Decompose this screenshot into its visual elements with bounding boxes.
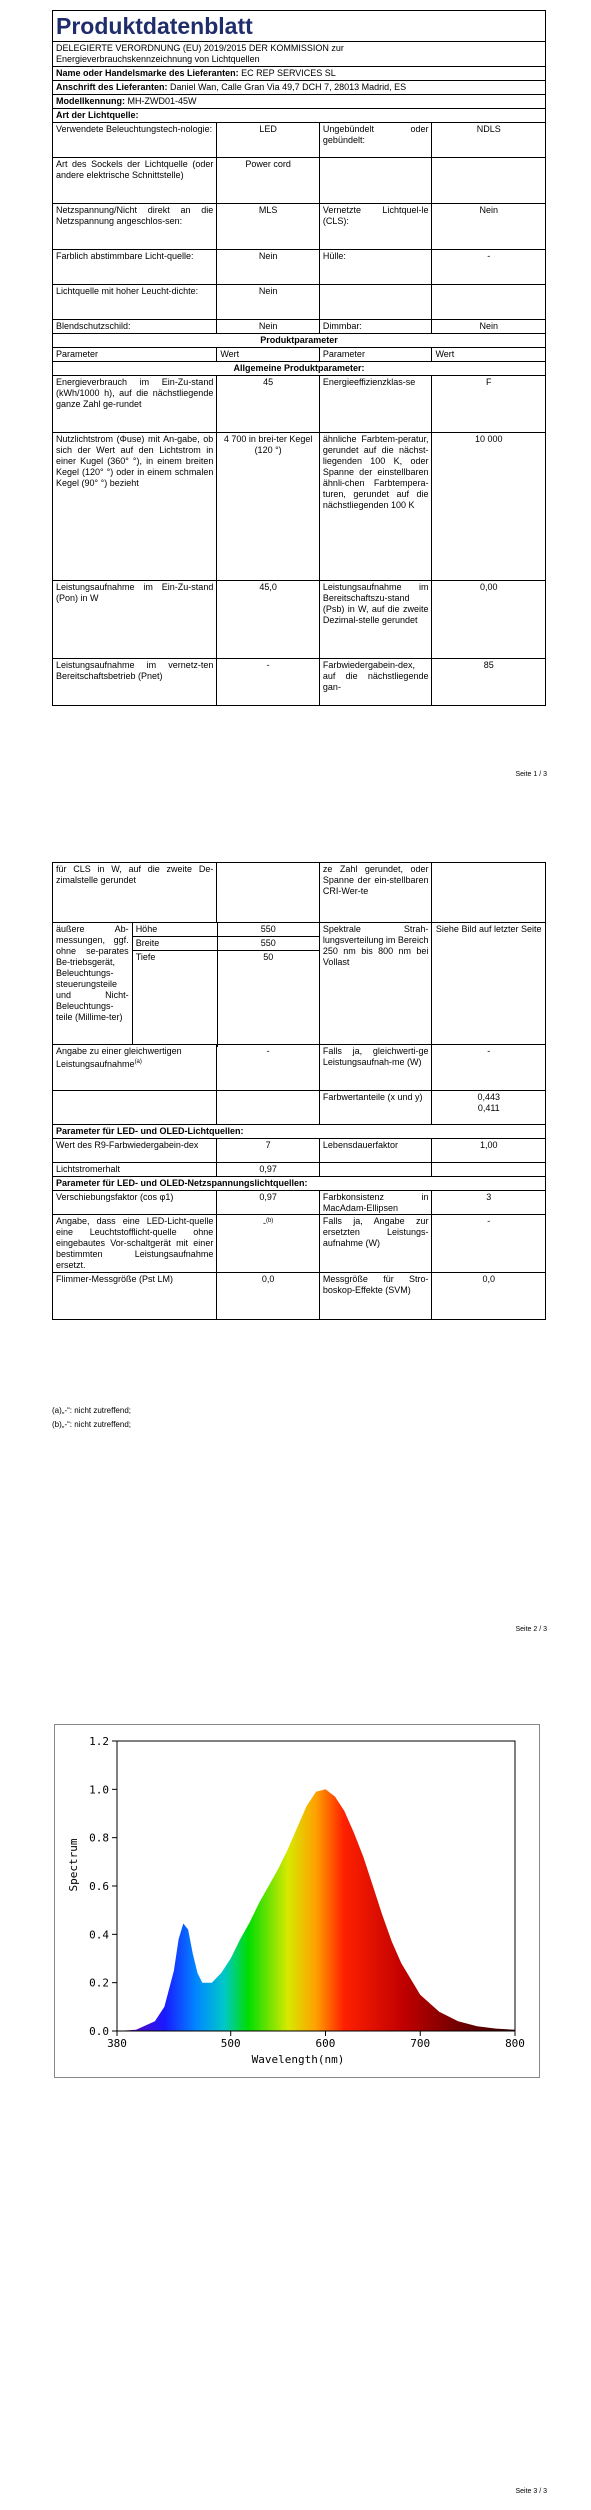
param-value: 45: [217, 376, 320, 432]
type-value: -: [487, 251, 491, 261]
param-label: Falls ja, Angabe zur ersetzten Leistungs-aufnahme (W): [320, 1215, 433, 1272]
param-value: [217, 1215, 320, 1272]
param-label: Energieeffizienzklas-se: [320, 376, 433, 432]
chromaticity-x: 0,443: [477, 1092, 500, 1102]
param-value: [432, 863, 545, 922]
param-row: [53, 659, 545, 705]
type-label: Lichtquelle mit hoher Leucht-dichte:: [53, 285, 217, 319]
param-label: Wert des R9-Farbwiedergabein-dex: [53, 1139, 217, 1162]
param-value: [217, 863, 320, 922]
param-value: 0,97: [217, 1163, 320, 1176]
type-label: Hülle:: [320, 250, 433, 284]
light-source-type-heading: Art der Lichtquelle:: [56, 110, 139, 120]
type-row: [53, 158, 545, 204]
equiv-power-label: Falls ja, gleichwerti-ge Leistungsaufnah-me (W): [320, 1045, 433, 1090]
y-tick-label: 0.0: [89, 2025, 109, 2038]
y-tick-label: 1.2: [89, 1735, 109, 1748]
type-value: Power cord: [217, 158, 320, 203]
param-label: Nutzlichtstrom (Φuse) mit An-gabe, ob sich der Wert auf den Lichtstrom in einer Kugel (360° °), in einem breiten Kegel (120° °) oder in einem schmalen Kegel (90° °) bezieht: [53, 433, 217, 580]
datasheet-table-page2: [52, 862, 546, 1320]
type-value: Nein: [217, 250, 320, 284]
supplier-name-row: [53, 67, 545, 80]
equiv-power-value: -: [487, 1046, 491, 1056]
page-1: [0, 0, 591, 800]
param-row: [53, 1215, 545, 1273]
dimensions-subtable: [133, 923, 320, 1044]
param-value: 45,0: [217, 581, 320, 658]
dimension-name: Tiefe: [133, 951, 218, 1047]
type-row: [53, 204, 545, 250]
param-value: -: [487, 1216, 491, 1226]
dimension-name: Breite: [133, 937, 218, 950]
x-tick-label: 700: [410, 2037, 431, 2050]
param-label: Leistungsaufnahme im Ein-Zu-stand (Pon) in W: [53, 581, 217, 658]
param-row: [53, 433, 545, 581]
type-value: MLS: [217, 204, 320, 249]
param-value: F: [485, 377, 492, 387]
mains-params-heading: Parameter für LED- und OLED-Netzspannungslichtquellen:: [56, 1178, 308, 1188]
param-row: [53, 376, 545, 433]
led-params-heading: Parameter für LED- und OLED-Lichtquellen:: [56, 1126, 244, 1136]
y-tick-label: 0.2: [89, 1976, 109, 1990]
type-value: [432, 285, 545, 319]
x-tick-label: 600: [315, 2037, 336, 2050]
param-label: Lebensdauerfaktor: [320, 1139, 433, 1162]
value-header: Wert: [435, 349, 455, 359]
type-value: [432, 158, 545, 203]
type-label: Dimmbar:: [320, 320, 433, 333]
param-value: 0,97: [217, 1191, 320, 1214]
page-footer: Seite 1 / 3: [515, 771, 547, 778]
param-value: 0,00: [479, 582, 498, 592]
chromaticity-y: 0,411: [477, 1103, 500, 1113]
x-tick-label: 380: [107, 2037, 127, 2050]
type-label: Vernetzte Lichtquel-le (CLS):: [320, 204, 433, 249]
param-value: 0,0: [482, 1274, 495, 1284]
dimension-value: 550: [260, 924, 276, 934]
footnote-a: (a)„-“: nicht zutreffend;: [52, 1406, 131, 1415]
type-label: [320, 158, 433, 203]
param-label: Farbkonsistenz in MacAdam-Ellipsen: [320, 1191, 433, 1214]
chromaticity-values: [432, 1091, 545, 1124]
param-header-row: [53, 348, 545, 362]
x-tick-label: 500: [220, 2037, 241, 2050]
model-label: Modellkennung:: [56, 96, 125, 106]
type-label: Art des Sockels der Lichtquelle (oder andere elektrische Schnittstelle): [53, 158, 217, 203]
spectrum-chart-svg: [55, 1725, 541, 2079]
equiv-value: -: [217, 1045, 320, 1090]
y-tick-label: 0.8: [89, 1831, 109, 1845]
dimension-row: [133, 951, 319, 1047]
equiv-label-text: Angabe zu einer gleichwertigen Leistungsaufnahme: [56, 1046, 182, 1069]
y-tick-label: 0.4: [89, 1928, 109, 1942]
general-params-heading: Allgemeine Produktparameter:: [233, 363, 365, 373]
supplier-address-value: Daniel Wan, Calle Gran Via 49,7 DCH 7, 28013 Madrid, ES: [170, 82, 407, 92]
supplier-address-label: Anschrift des Lieferanten:: [56, 82, 168, 92]
param-row: [53, 1091, 545, 1125]
type-value: Nein: [217, 285, 320, 319]
type-label: Verwendete Beleuchtungstech-nologie:: [53, 123, 217, 157]
param-row: [53, 581, 545, 659]
spectral-label: Spektrale Strah-lungsverteilung im Bereich 250 nm bis 800 nm bei Vollast: [320, 923, 433, 1044]
param-value: -: [217, 659, 320, 705]
equiv-label: [53, 1045, 217, 1090]
param-value: 0,0: [217, 1273, 320, 1319]
spectrum-area: [117, 1789, 515, 2031]
value-header: Wert: [217, 348, 320, 361]
dimension-row: [133, 923, 319, 937]
page-footer: Seite 2 / 3: [515, 1626, 547, 1633]
dimensions-row: [53, 923, 545, 1045]
spectrum-chart: [54, 1724, 540, 2078]
x-tick-label: 800: [505, 2037, 525, 2050]
param-value: 3: [486, 1192, 492, 1202]
regulation-line-1: DELEGIERTE VERORDNUNG (EU) 2019/2015 DER KOMMISSION zur: [56, 43, 344, 53]
type-row: [53, 285, 545, 320]
spectral-value: Siehe Bild auf letzter Seite: [435, 924, 542, 934]
type-label: Blendschutzschild:: [53, 320, 217, 333]
param-label: [320, 1163, 433, 1176]
page-title: Produktdatenblatt: [56, 13, 253, 39]
param-row: [53, 1191, 545, 1215]
page-footer: Seite 3 / 3: [515, 2488, 547, 2495]
param-label: Angabe, dass eine LED-Licht-quelle eine Leuchtstofflicht-quelle ohne eingebautes Vor-schaltgerät mit einer bestimmten Leistungsaufnahme ersetzt.: [53, 1215, 217, 1272]
type-value: Nein: [479, 205, 498, 215]
type-label: Farblich abstimmbare Licht-quelle:: [53, 250, 217, 284]
claim-value: -: [262, 1218, 266, 1228]
param-header: Parameter: [53, 348, 217, 361]
type-label: Ungebündelt oder gebündelt:: [320, 123, 433, 157]
footnote-b: (b)„-“: nicht zutreffend;: [52, 1420, 131, 1429]
type-value: Nein: [217, 320, 320, 333]
type-label: Netzspannung/Nicht direkt an die Netzspannung angeschlos-sen:: [53, 204, 217, 249]
param-label: [53, 1091, 217, 1124]
model-value: MH-ZWD01-45W: [127, 96, 197, 106]
param-label: Lichtstromerhalt: [53, 1163, 217, 1176]
param-value: [217, 1091, 320, 1124]
param-value: 1,00: [479, 1140, 498, 1150]
x-axis-label: Wavelength(nm): [251, 2053, 345, 2066]
supplier-name-value: EC REP SERVICES SL: [241, 68, 336, 78]
page-2: [0, 850, 591, 1650]
param-label: Farbwiedergabein-dex, auf die nächstliegende gan-: [320, 659, 433, 705]
footnote-ref: (a): [134, 1059, 142, 1065]
param-label: ähnliche Farbtem-peratur, gerundet auf die nächst-liegenden 100 K, oder Spanne der einstellbaren ähnli-chen Farbtempera-turen, gerundet auf die nächstliegenden 100 K: [320, 433, 433, 580]
param-label: Messgröße für Stro-boskop-Effekte (SVM): [320, 1273, 433, 1319]
model-row: [53, 95, 545, 108]
param-label: Leistungsaufnahme im vernetz-ten Bereitschaftsbetrieb (Pnet): [53, 659, 217, 705]
dimension-row: [133, 937, 319, 951]
param-label: für CLS in W, auf die zweite De-zimalstelle gerundet: [53, 863, 217, 922]
product-params-heading: Produktparameter: [260, 335, 338, 345]
param-row: [53, 1139, 545, 1163]
type-value: NDLS: [476, 124, 501, 134]
datasheet-table-page1: [52, 10, 546, 706]
param-row: [53, 863, 545, 923]
type-value: Nein: [479, 321, 498, 331]
regulation-line-2: Energieverbrauchskennzeichnung von Lichtquellen: [56, 54, 260, 64]
param-label: Verschiebungsfaktor (cos φ1): [53, 1191, 217, 1214]
param-value: 4 700 in brei-ter Kegel (120 °): [217, 433, 320, 580]
regulation-text: [53, 42, 545, 66]
param-label: Leistungsaufnahme im Bereitschaftszu-stand (Psb) in W, auf die zweite Dezimal-stelle gerundet: [320, 581, 433, 658]
dimensions-label: äußere Ab-messungen, ggf. ohne se-parates Be-triebsgerät, Beleuchtungs-steuerungsteile und Nicht-Beleuchtungs-teile (Millime-ter): [53, 923, 133, 1044]
param-header: Parameter: [320, 348, 433, 361]
param-row: [53, 1163, 545, 1177]
y-axis-label: Spectrum: [67, 1838, 80, 1892]
footnote-ref: (b): [265, 1218, 274, 1224]
type-value: LED: [217, 123, 320, 157]
param-value: [432, 1163, 545, 1176]
type-row: [53, 123, 545, 158]
y-tick-label: 1.0: [89, 1783, 109, 1797]
param-row: [53, 1273, 545, 1319]
param-value: 85: [483, 660, 494, 670]
param-label: Energieverbrauch im Ein-Zu-stand (kWh/1000 h), auf die nächstliegende ganze Zahl ge-rundet: [53, 376, 217, 432]
param-value: 7: [217, 1139, 320, 1162]
dimension-value: 50: [263, 952, 274, 962]
supplier-name-label: Name oder Handelsmarke des Lieferanten:: [56, 68, 239, 78]
type-row: [53, 320, 545, 334]
dimension-name: Höhe: [133, 923, 218, 936]
param-label: Flimmer-Messgröße (Pst LM): [53, 1273, 217, 1319]
type-row: [53, 250, 545, 285]
param-value: 10 000: [474, 434, 503, 444]
supplier-address-row: [53, 81, 545, 94]
y-tick-label: 0.6: [89, 1880, 109, 1893]
dimension-value: 550: [260, 938, 276, 948]
chromaticity-label: Farbwertanteile (x und y): [320, 1091, 433, 1124]
param-label: ze Zahl gerundet, oder Spanne der ein-stellbaren CRI-Wer-te: [320, 863, 433, 922]
type-label: [320, 285, 433, 319]
param-row: [53, 1045, 545, 1091]
